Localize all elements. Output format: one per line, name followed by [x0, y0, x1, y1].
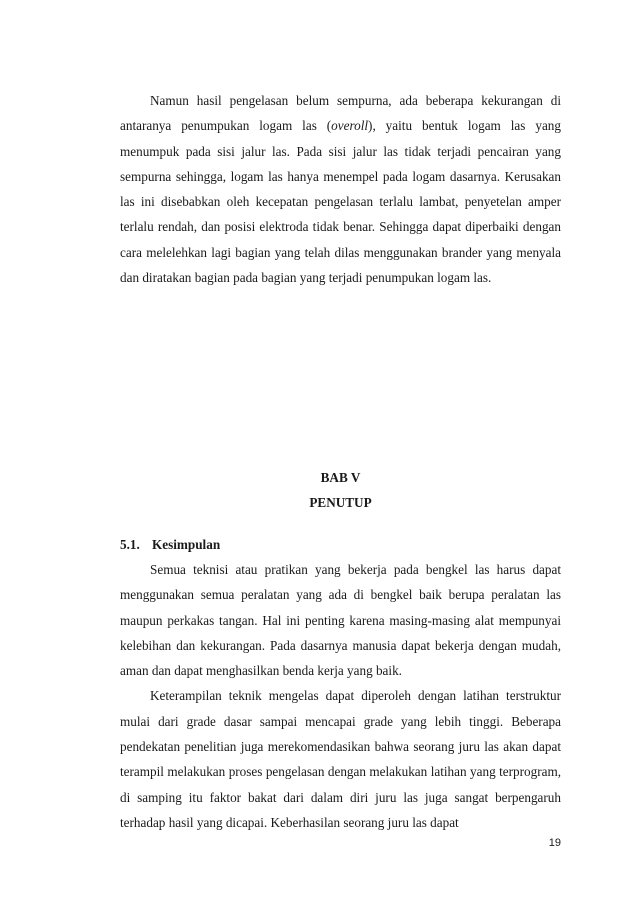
intro-paragraph-end: ), yaitu bentuk logam las yang menumpuk pada sisi jalur las. Pada sisi jalur las tidak terjadi pencairan yang sempurna sehingga, logam las hanya menempel pada logam dasarnya. Kerusakan las ini disebabkan oleh kecepatan pengelasan terlalu lambat, penyetelan amper terlalu rendah, dan posisi elektroda tidak benar. Sehingga dapat diperbaiki dengan cara melelehkan lagi bagian yang telah dilas menggunakan brander yang menyala dan diratakan bagian pada bagian yang terjadi penumpukan logam las.	[120, 118, 561, 286]
page-number: 19	[548, 837, 561, 849]
section-body	[120, 557, 561, 835]
section-heading	[120, 532, 561, 557]
intro-italic-term: overoll	[331, 118, 369, 134]
section-number: 5.1.	[120, 537, 140, 552]
chapter-title: PENUTUP	[309, 495, 372, 510]
section-title: Kesimpulan	[152, 537, 221, 552]
intro-text	[120, 88, 561, 290]
section-paragraph-2: Keterampilan teknik mengelas dapat diperoleh dengan latihan terstruktur mulai dari grade dasar sampai mencapai grade yang lebih tinggi. Beberapa pendekatan penelitian juga merekomendasikan bahwa seorang juru las akan dapat terampil melakukan proses pengelasan dengan melakukan latihan yang terprogram, di samping itu faktor bakat dari dalam diri juru las juga sangat berpengaruh terhadap hasil yang dicapai. Keberhasilan seorang juru las dapat	[120, 688, 561, 830]
chapter-number: BAB V	[320, 470, 361, 485]
intro-paragraph	[120, 88, 561, 290]
section-paragraph-1: Semua teknisi atau pratikan yang bekerja pada bengkel las harus dapat menggunakan semua peralatan yang ada di bengkel baik berupa peralatan las maupun perkakas tangan. Hal ini penting karena masing-masing alat mempunyai kelebihan dan kekurangan. Pada dasarnya manusia dapat bekerja dengan mudah, aman dan dapat menghasilkan benda kerja yang baik.	[120, 562, 561, 679]
intro-paragraph-start: Namun hasil pengelasan belum sempurna, ada beberapa kekurangan di antaranya penumpukan logam las (	[120, 93, 561, 134]
